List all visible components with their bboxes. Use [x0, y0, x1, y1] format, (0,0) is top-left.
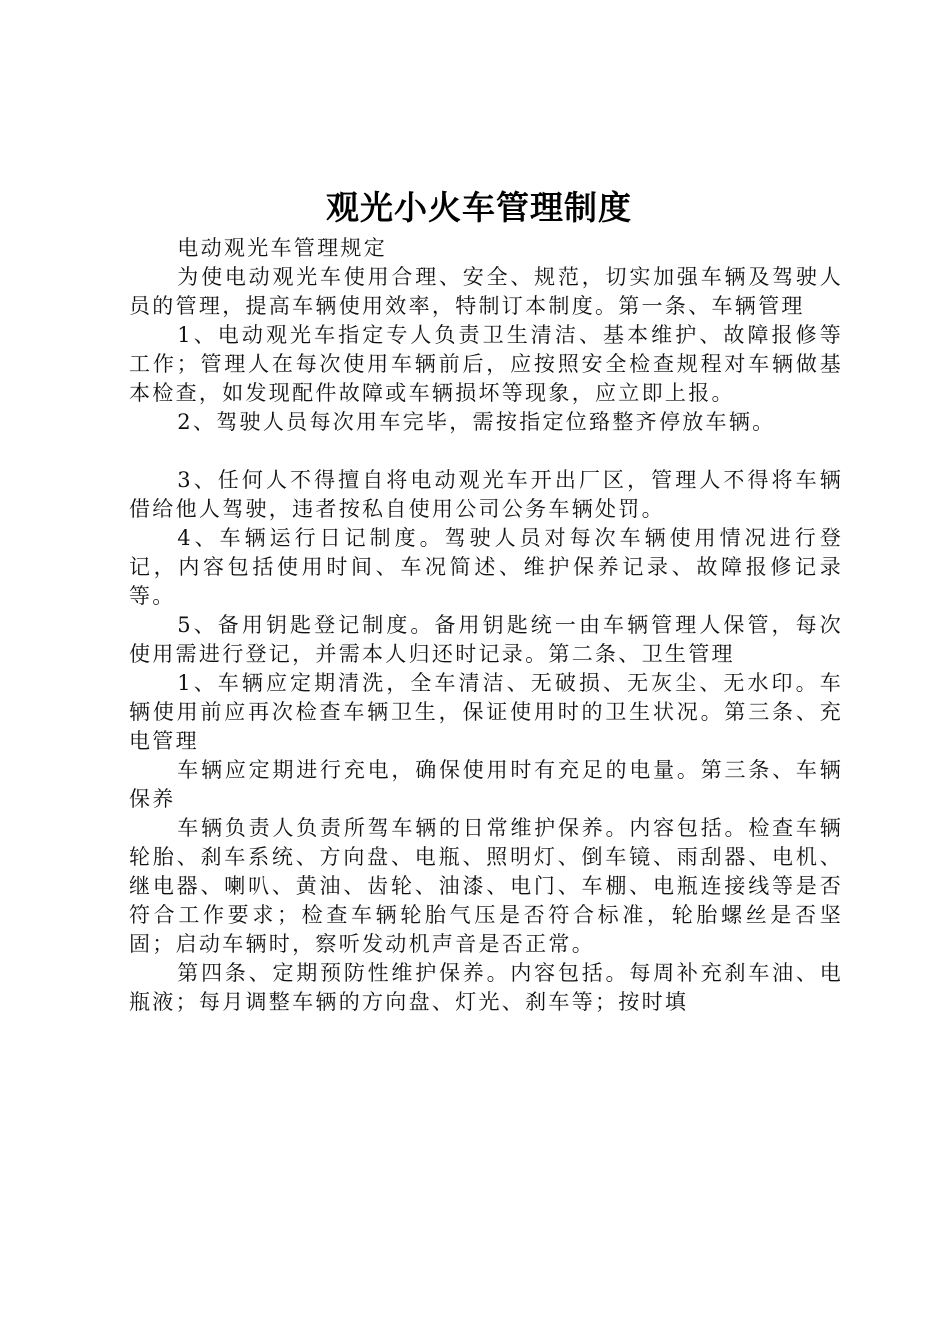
document-title: 观光小火车管理制度 — [326, 188, 632, 227]
paragraph-item-4: 4、车辆运行日记制度。驾驶人员对每次车辆使用情况进行登记，内容包括使用时间、车况简述、维护保养记录、故障报修记录等。 — [129, 526, 843, 608]
paragraph-article-4: 第四条、定期预防性维护保养。内容包括。每周补充刹车油、电瓶液；每月调整车辆的方向盘、灯光、刹车等；按时填 — [129, 961, 843, 1014]
paragraph-maintenance: 车辆负责人负责所驾车辆的日常维护保养。内容包括。检查车辆轮胎、刹车系统、方向盘、电瓶、照明灯、倒车镜、雨刮器、电机、继电器、喇叭、黄油、齿轮、油漆、电门、车棚、电瓶连接线等是否符合工作要求；检查车辆轮胎气压是否符合标准，轮胎螺丝是否坚固；启动车辆时，察听发动机声音是否正常。 — [129, 816, 843, 956]
paragraph-intro: 为使电动观光车使用合理、安全、规范，切实加强车辆及驾驶人员的管理，提高车辆使用效率，特制订本制度。第一条、车辆管理 — [129, 265, 843, 318]
paragraph-item-5: 5、备用钥匙登记制度。备用钥匙统一由车辆管理人保管，每次使用需进行登记，并需本人归还时记录。第二条、卫生管理 — [129, 613, 843, 666]
paragraph-subtitle: 电动观光车管理规定 — [177, 236, 387, 260]
paragraph-charging: 车辆应定期进行充电，确保使用时有充足的电量。第三条、车辆保养 — [129, 758, 843, 811]
paragraph-item-2: 2、驾驶人员每次用车完毕，需按指定位臵整齐停放车辆。 — [177, 410, 776, 434]
document-body — [129, 234, 843, 1017]
paragraph-item-3: 3、任何人不得擅自将电动观光车开出厂区，管理人不得将车辆借给他人驾驶，违者按私自使用公司公务车辆处罚。 — [129, 468, 843, 521]
paragraph-item-1: 1、电动观光车指定专人负责卫生清洁、基本维护、故障报修等工作；管理人在每次使用车辆前后，应按照安全检查规程对车辆做基本检查，如发现配件故障或车辆损坏等现象，应立即上报。 — [129, 323, 843, 405]
paragraph-hygiene-1: 1、车辆应定期清洗，全车清洁、无破损、无灰尘、无水印。车辆使用前应再次检查车辆卫生，保证使用时的卫生状况。第三条、充电管理 — [129, 671, 843, 753]
